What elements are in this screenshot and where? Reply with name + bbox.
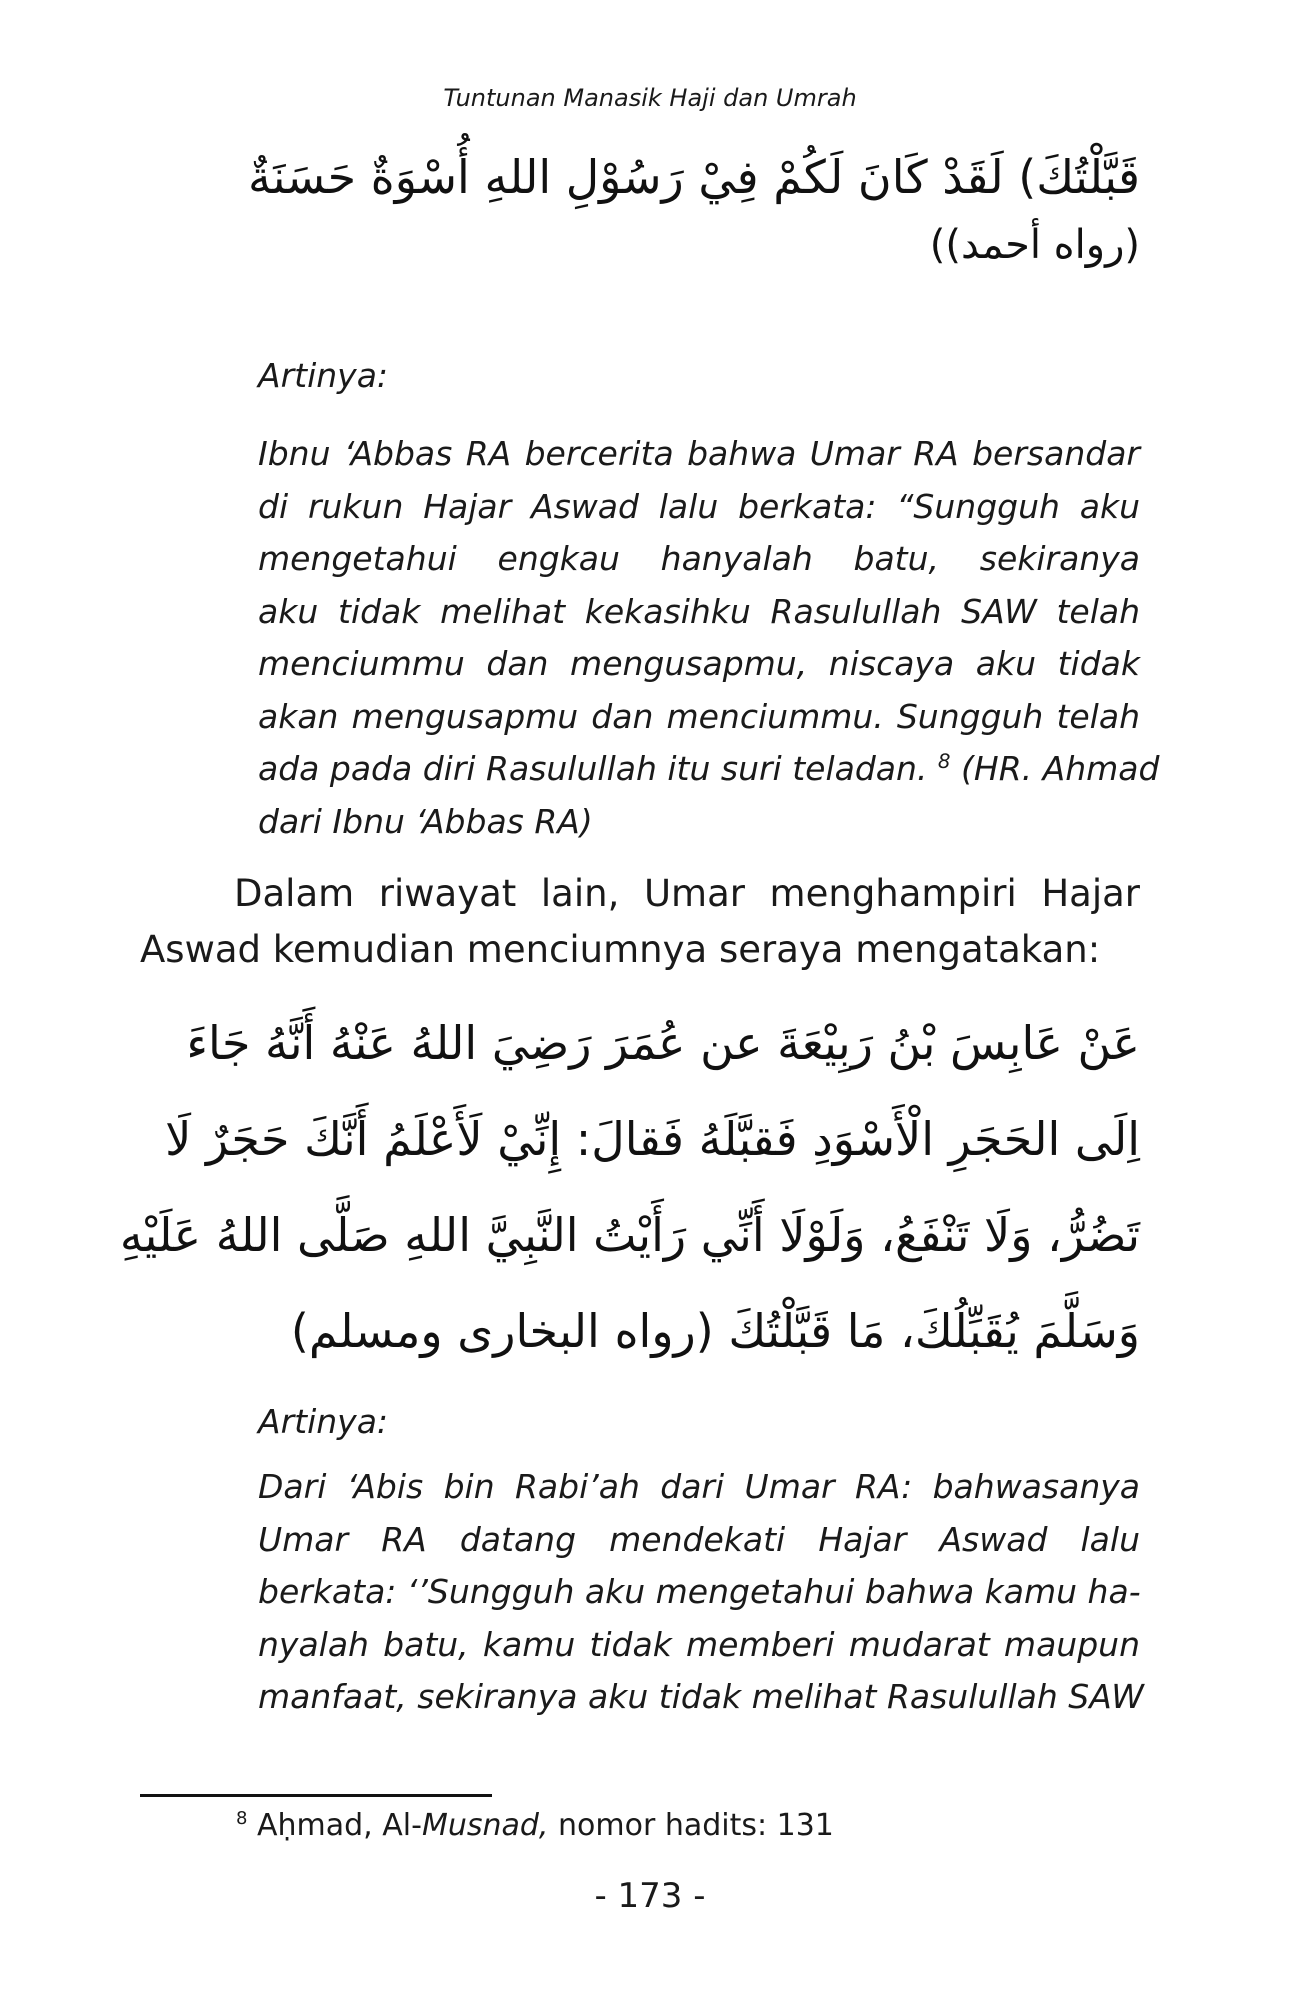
- footnote-work: Musnad,: [421, 1808, 549, 1843]
- translation-1-citation-start: (HR. Ahmad: [961, 749, 1160, 788]
- footnote-author: Aḥmad, Al-: [257, 1808, 422, 1843]
- arabic-quote-2-line-2: اِلَى الحَجَرِ الْأَسْوَدِ فَقبَّلَهُ فَقالَ: إِنِّيْ لَأَعْلَمُ أَنَّكَ حَجَرٌ لَا: [165, 1112, 1140, 1166]
- narrative-line-1: Dalam riwayat lain, Umar menghampiri Hajar: [234, 872, 1140, 915]
- arabic-quote-1-source: (رواه أحمد)): [929, 222, 1140, 268]
- footnote-reference: 8: [937, 750, 951, 773]
- narrative-paragraph: [140, 866, 1140, 978]
- footnote: [236, 1808, 834, 1843]
- translation-2-line: nyalah batu, kamu tidak memberi mudarat maupun: [258, 1624, 1140, 1664]
- translation-1-line: Ibnu ‘Abbas RA bercerita bahwa Umar RA bersandar: [258, 434, 1140, 473]
- translation-2-line: Umar RA datang mendekati Hajar Aswad lalu: [258, 1519, 1140, 1559]
- translation-2-line: manfaat, sekiranya aku tidak melihat Rasulullah SAW: [258, 1677, 1144, 1716]
- translation-2-line: Dari ‘Abis bin Rabi’ah dari Umar RA: bahwasanya: [258, 1467, 1140, 1506]
- footnote-number: 8: [236, 1808, 248, 1829]
- narrative-line-2: Aswad kemudian menciumnya seraya mengatakan:: [140, 928, 1101, 971]
- arabic-quote-2-line-1: عَنْ عَابِسَ بْنُ رَبِيْعَةَ عن عُمَرَ رَضِيَ اللهُ عَنْهُ أَنَّهُ جَاءَ: [186, 1016, 1140, 1070]
- translation-1-line: dari Ibnu ‘Abbas RA): [258, 801, 593, 841]
- translation-1-text: [258, 428, 1160, 848]
- translation-1-line: akan mengusapmu dan menciummu. Sungguh telah: [258, 696, 1140, 736]
- page-number: - 173 -: [594, 1876, 706, 1916]
- translation-1-label: Artinya:: [258, 356, 389, 395]
- translation-1-line: aku tidak melihat kekasihku Rasulullah SAW telah: [258, 591, 1140, 631]
- translation-1-line: mengetahui engkau hanyalah batu, sekiranya: [258, 539, 1140, 578]
- footnote-rest: nomor hadits: 131: [548, 1808, 834, 1843]
- translation-1-line: [258, 743, 1160, 796]
- translation-1-line: menciummu dan mengusapmu, niscaya aku tidak: [258, 644, 1140, 683]
- translation-2-text: [258, 1461, 1144, 1724]
- translation-1-line: di rukun Hajar Aswad lalu berkata: “Sungguh aku: [258, 486, 1140, 526]
- arabic-quote-1-line-1: قَبَّلْتُكَ) لَقَدْ كَانَ لَكُمْ فِيْ رَسُوْلِ اللهِ أُسْوَةٌ حَسَنَةٌ: [248, 150, 1140, 204]
- running-header: Tuntunan Manasik Haji dan Umrah: [443, 84, 857, 112]
- translation-2-label: Artinya:: [258, 1402, 389, 1441]
- arabic-quote-2-line-3: تَضُرُّ، وَلَا تَنْفَعُ، وَلَوْلَا أَنِّي رَأَيْتُ النَّبِيَّ اللهِ صَلَّى اللهُ عَلَيْهِ: [119, 1208, 1140, 1262]
- translation-2-line: berkata: ‘’Sungguh aku mengetahui bahwa kamu ha-: [258, 1572, 1141, 1611]
- arabic-quote-2-line-4: وَسَلَّمَ يُقَبِّلُكَ، مَا قَبَّلْتُكَ (رواه البخارى ومسلم): [290, 1304, 1140, 1358]
- footnote-rule: [140, 1794, 492, 1797]
- translation-1-line-7-text: ada pada diri Rasulullah itu suri teladan.: [258, 749, 928, 788]
